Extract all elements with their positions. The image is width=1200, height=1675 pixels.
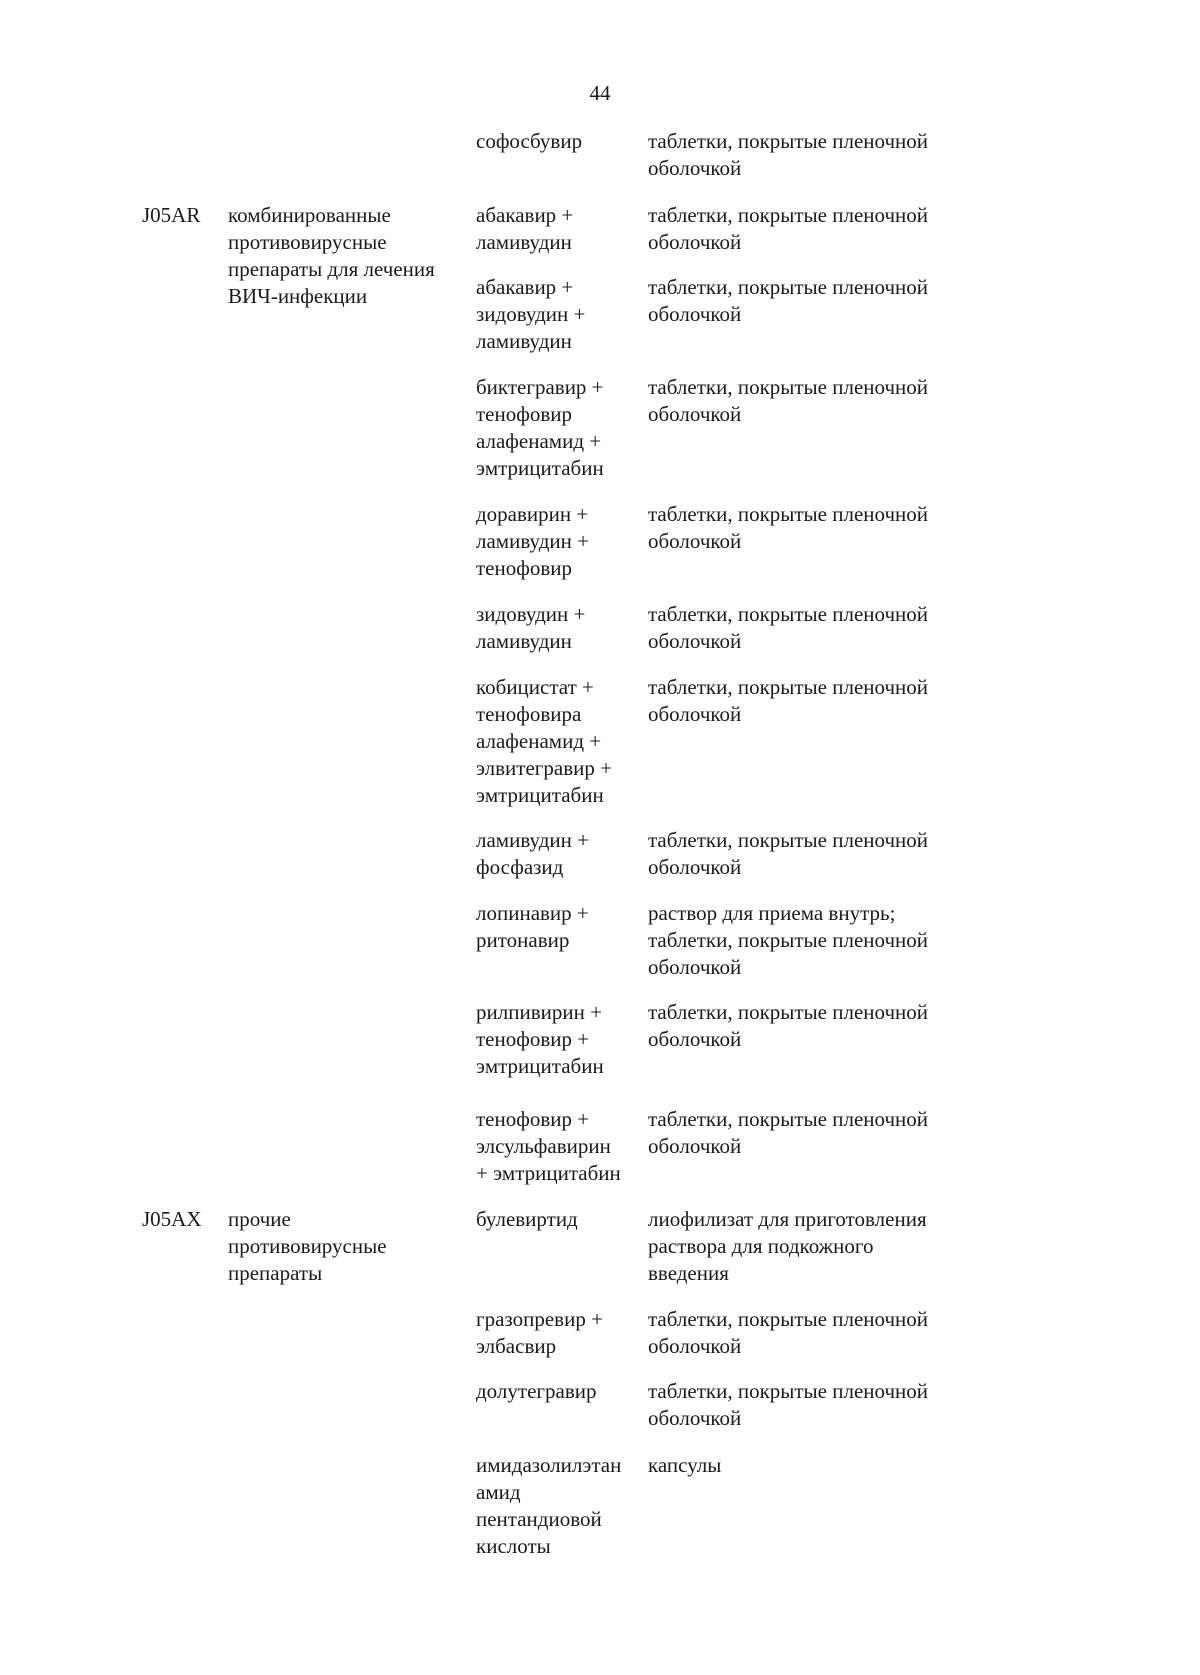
page-number: 44 bbox=[589, 81, 611, 105]
drug-name: рилпивирин + тенофовир + эмтрицитабин bbox=[476, 1000, 604, 1078]
dosage-form: лиофилизат для приготовления раствора для подкожного введения bbox=[648, 1207, 927, 1285]
dosage-form: таблетки, покрытые пленочной оболочкой bbox=[648, 275, 929, 326]
drug-name: ламивудин + фосфазид bbox=[476, 828, 589, 879]
drug-name: кобицистат + тенофовира алафенамид + элвитегравир + эмтрицитабин bbox=[476, 675, 612, 807]
drug-name: абакавир + ламивудин bbox=[476, 203, 574, 254]
dosage-form: таблетки, покрытые пленочной оболочкой bbox=[648, 129, 929, 180]
dosage-form: таблетки, покрытые пленочной оболочкой bbox=[648, 1379, 929, 1430]
dosage-form: таблетки, покрытые пленочной оболочкой bbox=[648, 1000, 929, 1051]
dosage-form: таблетки, покрытые пленочной оболочкой bbox=[648, 602, 929, 653]
drug-name: булевиртид bbox=[476, 1207, 578, 1231]
drug-name: лопинавир + ритонавир bbox=[476, 901, 589, 952]
category-name: комбинированные противовирусные препараты для лечения ВИЧ-инфекции bbox=[228, 203, 435, 308]
drug-name: имидазолилэтан амид пентандиовой кислоты bbox=[476, 1453, 622, 1558]
drug-name: зидовудин + ламивудин bbox=[476, 602, 586, 653]
drug-name: биктегравир + тенофовир алафенамид + эмтрицитабин bbox=[476, 375, 604, 480]
drug-name: доравирин + ламивудин + тенофовир bbox=[476, 502, 589, 580]
dosage-form: таблетки, покрытые пленочной оболочкой bbox=[648, 675, 929, 726]
dosage-form: таблетки, покрытые пленочной оболочкой bbox=[648, 203, 929, 254]
dosage-form: таблетки, покрытые пленочной оболочкой bbox=[648, 828, 929, 879]
dosage-form: таблетки, покрытые пленочной оболочкой bbox=[648, 1307, 929, 1358]
drug-name: абакавир + зидовудин + ламивудин bbox=[476, 275, 586, 353]
drug-name: долутегравир bbox=[476, 1379, 597, 1403]
atc-code: J05AR bbox=[142, 203, 201, 227]
drug-name: софосбувир bbox=[476, 129, 583, 153]
drug-name: тенофовир + элсульфавирин + эмтрицитабин bbox=[476, 1107, 621, 1185]
dosage-form: раствор для приема внутрь; таблетки, покрытые пленочной оболочкой bbox=[648, 901, 929, 979]
category-name: прочие противовирусные препараты bbox=[228, 1207, 387, 1285]
drug-name: гразопревир + элбасвир bbox=[476, 1307, 603, 1358]
dosage-form: таблетки, покрытые пленочной оболочкой bbox=[648, 375, 929, 426]
dosage-form: капсулы bbox=[648, 1453, 722, 1477]
dosage-form: таблетки, покрытые пленочной оболочкой bbox=[648, 502, 929, 553]
atc-code: J05AX bbox=[142, 1207, 202, 1231]
dosage-form: таблетки, покрытые пленочной оболочкой bbox=[648, 1107, 929, 1158]
